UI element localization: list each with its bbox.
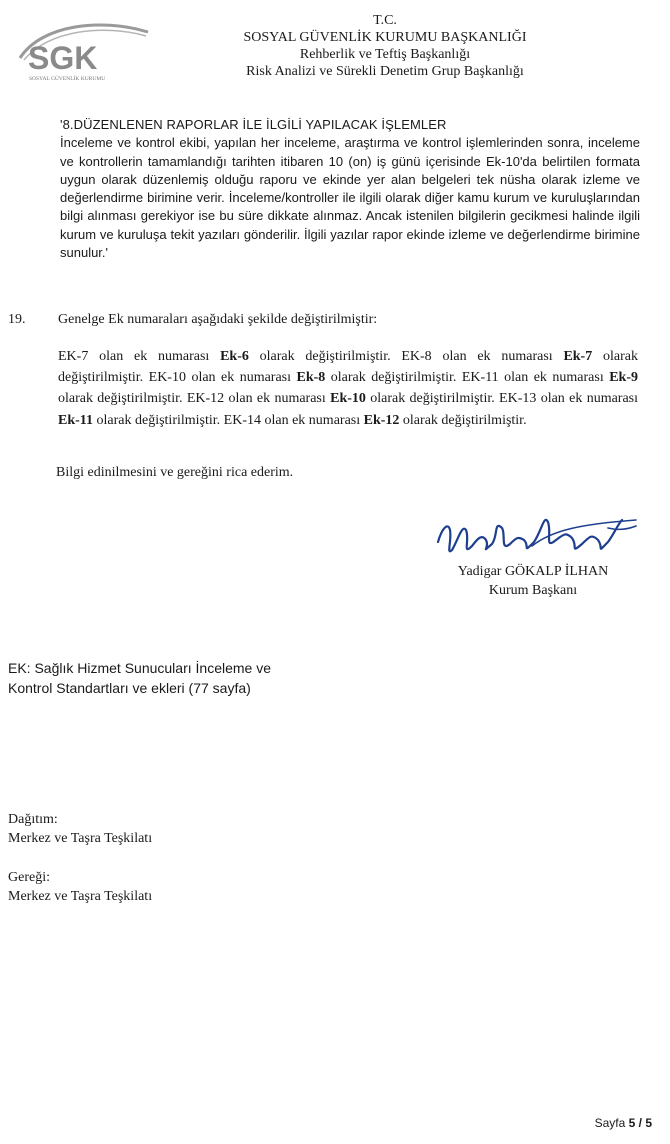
text-run: olarak değiştirilmiştir. — [399, 412, 527, 428]
bold-annex: Ek-11 — [58, 412, 94, 428]
text-run: olarak değiştirilmiştir. EK-13 olan ek numarası — [365, 391, 639, 407]
logo-text: SGK — [28, 40, 98, 76]
bold-annex: Ek-7 — [563, 349, 593, 364]
attachment-line-2: Kontrol Standartları ve ekleri (77 sayfa) — [8, 680, 251, 696]
signer-title: Kurum Başkanı — [488, 583, 578, 598]
text-run: olarak değiştirilmiştir. EK-14 olan ek numarası — [93, 412, 364, 428]
distribution-block — [8, 810, 152, 848]
header-tc: T.C. — [373, 13, 397, 28]
header-department: Rehberlik ve Teftiş Başkanlığı — [299, 47, 471, 62]
action-label: Gereği: — [8, 870, 50, 885]
header-group: Risk Analizi ve Sürekli Denetim Grup Başkanlığı — [246, 64, 524, 79]
item-number: 19. — [8, 312, 26, 327]
action-value: Merkez ve Taşra Teşkilatı — [8, 889, 153, 904]
header-institution: SOSYAL GÜVENLİK KURUMU BAŞKANLIĞI — [243, 30, 527, 45]
page-number — [595, 1116, 652, 1130]
page-value: 5 / 5 — [628, 1116, 652, 1130]
bold-annex: Ek-8 — [296, 370, 326, 386]
logo-subtext: SOSYAL GÜVENLİK KURUMU — [29, 76, 106, 82]
text-run: olarak değiştirilmiştir. EK-11 olan ek numarası — [325, 370, 610, 386]
text-run: EK-7 olan ek numarası — [58, 349, 221, 364]
attachment-line-1: EK: Sağlık Hizmet Sunucuları İnceleme ve — [8, 660, 272, 676]
sgk-logo-graphic — [12, 20, 152, 82]
bold-annex: Ek-6 — [220, 349, 249, 364]
distribution-value: Merkez ve Taşra Teşkilatı — [8, 831, 153, 846]
sgk-logo — [12, 20, 152, 82]
text-run: olarak değiştirilmiştir. EK-8 olan ek numarası — [248, 349, 564, 364]
text-run: olarak değiştirilmiştir. EK-10 olan ek numarası — [58, 349, 638, 386]
quoted-section — [60, 116, 640, 262]
distribution-label: Dağıtım: — [8, 812, 58, 827]
closing-sentence: Bilgi edinilmesini ve gereğini rica ederim. — [56, 465, 294, 480]
action-block — [8, 868, 152, 906]
quoted-section-title: '8.DÜZENLENEN RAPORLAR İLE İLGİLİ YAPILACAK İŞLEMLER — [60, 117, 447, 132]
text-run: olarak değiştirilmiştir. EK-12 olan ek numarası — [58, 391, 331, 407]
page-label: Sayfa — [594, 1116, 626, 1130]
bold-annex: Ek-12 — [363, 412, 400, 428]
item-intro: Genelge Ek numaraları aşağıdaki şekilde değiştirilmiştir: — [58, 312, 378, 327]
attachment-note — [8, 658, 271, 698]
signer-name: Yadigar GÖKALP İLHAN — [457, 564, 609, 579]
quoted-section-body: İnceleme ve kontrol ekibi, yapılan her inceleme, araştırma ve kontrol işlemlerinden sonra, inceleme ve kontrollerin tamamlandığı tarihten itibaren 10 (on) iş günü içerisinde Ek-10'da belirtilen formata uygun olarak düzenlemiş olduğu raporu ve ekinde yer alan belgeleri tek nüsha olarak izleme ve değerlendirme birimine verir. İnceleme/kontroller ile ilgili olarak diğer kamu kurum ve kuruluşlarından bilgi alınması gerekiyor ise bu süre dikkate alınmaz. Ancak istenilen bilgilerin gecikmesi halinde ilgili kurum ve kuruluşa tekit yazıları gönderilir. İlgili yazılar rapor ekinde izleme ve değerlendirme birimine sunulur.' — [60, 135, 640, 261]
letterhead — [150, 12, 620, 80]
bold-annex: Ek-9 — [609, 370, 638, 386]
bold-annex: Ek-10 — [330, 391, 366, 407]
annex-renumbering-paragraph — [58, 346, 638, 431]
